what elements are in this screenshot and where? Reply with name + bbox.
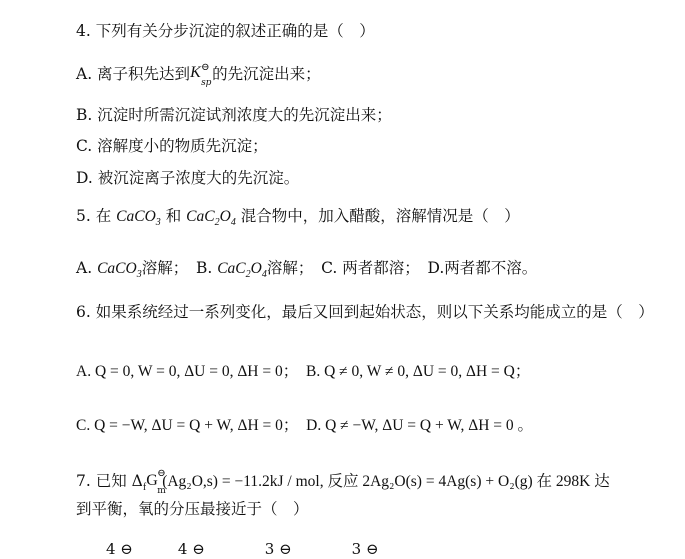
formula-cac2o4-option: $CaC_2O_4$ <box>217 260 267 281</box>
formula-caco3-option: CaCO$_3$ <box>97 260 142 281</box>
q4-option-a-text-end: 的先沉淀出来； <box>212 65 321 83</box>
q4-option-c: C. 溶解度小的物质先沉淀； <box>76 137 268 155</box>
q4-option-d: D. 被沉淀离子浓度大的先沉淀。 <box>76 169 300 187</box>
q6-options-ab: A. Q = 0, W = 0, ΔU = 0, ΔH = 0； B. Q ≠ 0, W ≠ 0, ΔU = 0, ΔH = Q； <box>76 363 531 380</box>
q5-options: A. CaCO$_3$溶解； B. $CaC_2O_4$溶解； C. 两者都溶； D.两者都不溶。 <box>76 259 538 281</box>
q4-option-a-text: A. 离子积先达到 <box>76 65 191 83</box>
q4-stem: 4. 下列有关分步沉淀的叙述正确的是（ ） <box>76 22 375 40</box>
formula-caco3: CaCO$_3$ <box>116 208 161 229</box>
q6-stem: 6. 如果系统经过一系列变化，最后又回到起始状态，则以下关系均能成立的是（ ） <box>76 303 654 321</box>
q7-stem: 7. 已知 $\Delta_f$ G ⊖ m (Ag₂O,s) = −11.2kJ / mol, 反应 2Ag₂O(s) = 4Ag(s) + O₂(g) 在 298K 达 <box>76 468 610 496</box>
q4-option-b: B. 沉淀时所需沉淀试剂浓度大的先沉淀出来； <box>76 106 392 124</box>
q7-stem-line2: 到平衡，氧的分压最接近于（ ） <box>76 500 309 518</box>
q6-options-cd: C. Q = −W, ΔU = Q + W, ΔH = 0； D. Q ≠ −W, ΔU = Q + W, ΔH = 0 。 <box>76 417 534 434</box>
q7-options-cutoff: 4 ⊖ 4 ⊖ 3 ⊖ 3 ⊖ <box>76 540 379 558</box>
gibbs-symbol: G ⊖ m <box>146 468 166 496</box>
formula-cac2o4: $CaC_2O_4$ <box>186 208 236 229</box>
ksp-symbol: K ⊖ sp <box>190 62 212 88</box>
q4-option-a <box>76 62 645 88</box>
q5-stem: 5. 在 CaCO$_3$ 和 $CaC_2O_4$ 混合物中，加入醋酸，溶解情况是（ ） <box>76 207 520 229</box>
